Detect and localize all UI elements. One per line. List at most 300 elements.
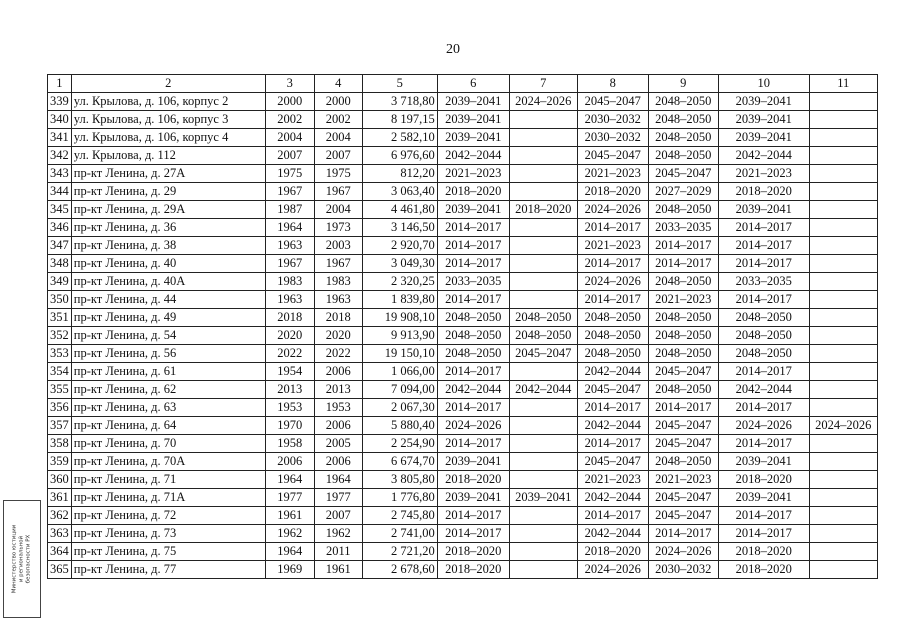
table-cell-col-7: 2045–2047	[509, 345, 577, 363]
table-cell-col-7	[509, 471, 577, 489]
table-cell-col-10: 2048–2050	[718, 309, 809, 327]
table-cell-col-5: 2 721,20	[362, 543, 437, 561]
table-cell-col-1: 360	[48, 471, 72, 489]
table-cell-col-10: 2014–2017	[718, 525, 809, 543]
table-cell-col-2: пр-кт Ленина, д. 64	[71, 417, 265, 435]
table-cell-col-8: 2014–2017	[577, 291, 648, 309]
table-row	[48, 561, 878, 579]
table-cell-col-3: 1987	[265, 201, 314, 219]
table-row	[48, 165, 878, 183]
table-cell-col-2: пр-кт Ленина, д. 29А	[71, 201, 265, 219]
table-cell-col-2: пр-кт Ленина, д. 62	[71, 381, 265, 399]
table-cell-col-11	[809, 543, 877, 561]
table-cell-col-3: 1964	[265, 543, 314, 561]
table-cell-col-8: 2042–2044	[577, 363, 648, 381]
table-cell-col-4: 2002	[314, 111, 362, 129]
table-cell-col-9: 2048–2050	[648, 381, 718, 399]
table-cell-col-10: 2039–2041	[718, 201, 809, 219]
table-cell-col-1: 357	[48, 417, 72, 435]
table-cell-col-10: 2042–2044	[718, 381, 809, 399]
table-cell-col-7	[509, 147, 577, 165]
table-cell-col-3: 2007	[265, 147, 314, 165]
table-cell-col-10: 2039–2041	[718, 489, 809, 507]
table-cell-col-8: 2014–2017	[577, 435, 648, 453]
table-cell-col-3: 2006	[265, 453, 314, 471]
registration-stamp	[3, 500, 41, 618]
table-cell-col-6: 2014–2017	[437, 219, 509, 237]
table-cell-col-6: 2048–2050	[437, 345, 509, 363]
table-cell-col-11	[809, 129, 877, 147]
table-cell-col-7	[509, 561, 577, 579]
table-cell-col-11	[809, 147, 877, 165]
table-cell-col-3: 2004	[265, 129, 314, 147]
table-cell-col-3: 1964	[265, 219, 314, 237]
table-cell-col-10: 2014–2017	[718, 291, 809, 309]
table-cell-col-7: 2039–2041	[509, 489, 577, 507]
table-cell-col-8: 2045–2047	[577, 381, 648, 399]
table-row	[48, 417, 878, 435]
table-cell-col-5: 19 908,10	[362, 309, 437, 327]
table-cell-col-5: 2 741,00	[362, 525, 437, 543]
table-cell-col-2: пр-кт Ленина, д. 75	[71, 543, 265, 561]
table-row	[48, 363, 878, 381]
table-cell-col-5: 3 805,80	[362, 471, 437, 489]
table-row	[48, 399, 878, 417]
table-cell-col-5: 7 094,00	[362, 381, 437, 399]
table-cell-col-1: 350	[48, 291, 72, 309]
table-row	[48, 453, 878, 471]
table-cell-col-11	[809, 165, 877, 183]
table-cell-col-6: 2042–2044	[437, 147, 509, 165]
table-cell-col-4: 2004	[314, 201, 362, 219]
table-cell-col-11	[809, 507, 877, 525]
table-cell-col-1: 361	[48, 489, 72, 507]
column-header-3: 3	[265, 75, 314, 93]
table-cell-col-5: 3 049,30	[362, 255, 437, 273]
table-cell-col-7	[509, 543, 577, 561]
table-row	[48, 525, 878, 543]
table-cell-col-7: 2018–2020	[509, 201, 577, 219]
table-cell-col-2: ул. Крылова, д. 112	[71, 147, 265, 165]
table-cell-col-11	[809, 111, 877, 129]
table-cell-col-11	[809, 93, 877, 111]
table-body	[48, 93, 878, 579]
table-cell-col-6: 2042–2044	[437, 381, 509, 399]
table-cell-col-1: 339	[48, 93, 72, 111]
table-cell-col-6: 2014–2017	[437, 525, 509, 543]
table-row	[48, 543, 878, 561]
table-cell-col-2: пр-кт Ленина, д. 77	[71, 561, 265, 579]
table-cell-col-6: 2039–2041	[437, 93, 509, 111]
table-cell-col-3: 1958	[265, 435, 314, 453]
table-cell-col-11	[809, 309, 877, 327]
table-cell-col-3: 1967	[265, 183, 314, 201]
table-cell-col-11	[809, 453, 877, 471]
table-cell-col-1: 356	[48, 399, 72, 417]
table-cell-col-8: 2014–2017	[577, 399, 648, 417]
table-cell-col-5: 2 067,30	[362, 399, 437, 417]
table-cell-col-10: 2018–2020	[718, 561, 809, 579]
table-cell-col-8: 2018–2020	[577, 183, 648, 201]
table-cell-col-3: 1983	[265, 273, 314, 291]
table-cell-col-4: 2007	[314, 507, 362, 525]
table-row	[48, 327, 878, 345]
table-cell-col-2: пр-кт Ленина, д. 72	[71, 507, 265, 525]
table-cell-col-6: 2014–2017	[437, 507, 509, 525]
table-cell-col-9: 2048–2050	[648, 309, 718, 327]
column-header-2: 2	[71, 75, 265, 93]
table-cell-col-7: 2048–2050	[509, 327, 577, 345]
table-cell-col-10: 2018–2020	[718, 543, 809, 561]
table-cell-col-1: 355	[48, 381, 72, 399]
table-cell-col-2: пр-кт Ленина, д. 70А	[71, 453, 265, 471]
table-cell-col-1: 341	[48, 129, 72, 147]
table-cell-col-9: 2033–2035	[648, 219, 718, 237]
table-cell-col-7	[509, 417, 577, 435]
table-cell-col-2: пр-кт Ленина, д. 63	[71, 399, 265, 417]
column-header-1: 1	[48, 75, 72, 93]
table-cell-col-10: 2033–2035	[718, 273, 809, 291]
table-cell-col-10: 2014–2017	[718, 435, 809, 453]
table-cell-col-8: 2024–2026	[577, 561, 648, 579]
table-cell-col-6: 2018–2020	[437, 471, 509, 489]
table-row	[48, 201, 878, 219]
table-cell-col-8: 2014–2017	[577, 219, 648, 237]
table-cell-col-9: 2048–2050	[648, 111, 718, 129]
table-cell-col-11	[809, 489, 877, 507]
table-cell-col-3: 1970	[265, 417, 314, 435]
table-cell-col-6: 2014–2017	[437, 237, 509, 255]
table-cell-col-7	[509, 399, 577, 417]
table-cell-col-3: 1964	[265, 471, 314, 489]
table-cell-col-2: пр-кт Ленина, д. 73	[71, 525, 265, 543]
table-cell-col-2: пр-кт Ленина, д. 61	[71, 363, 265, 381]
table-cell-col-6: 2021–2023	[437, 165, 509, 183]
table-cell-col-8: 2021–2023	[577, 165, 648, 183]
table-row	[48, 255, 878, 273]
table-cell-col-4: 2004	[314, 129, 362, 147]
stamp-text	[12, 525, 33, 594]
table-cell-col-11	[809, 183, 877, 201]
table-cell-col-6: 2018–2020	[437, 183, 509, 201]
table-cell-col-4: 2006	[314, 453, 362, 471]
table-cell-col-2: пр-кт Ленина, д. 70	[71, 435, 265, 453]
table-cell-col-2: ул. Крылова, д. 106, корпус 3	[71, 111, 265, 129]
table-cell-col-9: 2045–2047	[648, 363, 718, 381]
table-cell-col-9: 2027–2029	[648, 183, 718, 201]
table-cell-col-10: 2039–2041	[718, 453, 809, 471]
table-cell-col-7	[509, 237, 577, 255]
table-cell-col-10: 2048–2050	[718, 327, 809, 345]
table-cell-col-8: 2042–2044	[577, 525, 648, 543]
stamp-line: Министерство юстиции	[11, 524, 18, 594]
table-cell-col-8: 2021–2023	[577, 237, 648, 255]
table-cell-col-3: 2018	[265, 309, 314, 327]
table-cell-col-8: 2045–2047	[577, 93, 648, 111]
table-cell-col-4: 2007	[314, 147, 362, 165]
table-cell-col-10: 2039–2041	[718, 111, 809, 129]
table-cell-col-9: 2045–2047	[648, 417, 718, 435]
table-cell-col-4: 2006	[314, 363, 362, 381]
column-header-7: 7	[509, 75, 577, 93]
stamp-line: и региональной	[18, 535, 25, 583]
table-cell-col-1: 365	[48, 561, 72, 579]
table-cell-col-9: 2014–2017	[648, 399, 718, 417]
table-cell-col-11	[809, 561, 877, 579]
table-cell-col-3: 2013	[265, 381, 314, 399]
table-cell-col-5: 2 582,10	[362, 129, 437, 147]
table-cell-col-4: 2011	[314, 543, 362, 561]
table-cell-col-10: 2042–2044	[718, 147, 809, 165]
table-cell-col-5: 8 197,15	[362, 111, 437, 129]
table-cell-col-2: пр-кт Ленина, д. 36	[71, 219, 265, 237]
table-cell-col-1: 362	[48, 507, 72, 525]
table-cell-col-9: 2021–2023	[648, 471, 718, 489]
table-cell-col-1: 347	[48, 237, 72, 255]
table-cell-col-5: 1 839,80	[362, 291, 437, 309]
table-cell-col-4: 1963	[314, 291, 362, 309]
table-cell-col-4: 2006	[314, 417, 362, 435]
table-cell-col-11	[809, 201, 877, 219]
table-row	[48, 507, 878, 525]
table-cell-col-1: 346	[48, 219, 72, 237]
table-cell-col-1: 351	[48, 309, 72, 327]
table-cell-col-10: 2018–2020	[718, 183, 809, 201]
table-row	[48, 291, 878, 309]
table-cell-col-8: 2018–2020	[577, 543, 648, 561]
table-cell-col-7: 2048–2050	[509, 309, 577, 327]
table-cell-col-5: 2 678,60	[362, 561, 437, 579]
table-cell-col-6: 2048–2050	[437, 309, 509, 327]
table-cell-col-3: 2002	[265, 111, 314, 129]
table-cell-col-4: 1983	[314, 273, 362, 291]
table-cell-col-3: 2000	[265, 93, 314, 111]
table-cell-col-11	[809, 363, 877, 381]
table-cell-col-10: 2021–2023	[718, 165, 809, 183]
table-cell-col-6: 2033–2035	[437, 273, 509, 291]
table-cell-col-7	[509, 525, 577, 543]
table-cell-col-4: 2000	[314, 93, 362, 111]
table-cell-col-2: пр-кт Ленина, д. 40А	[71, 273, 265, 291]
table-cell-col-5: 3 063,40	[362, 183, 437, 201]
column-header-8: 8	[577, 75, 648, 93]
table-cell-col-4: 1973	[314, 219, 362, 237]
table-cell-col-4: 1961	[314, 561, 362, 579]
table-cell-col-5: 9 913,90	[362, 327, 437, 345]
table-cell-col-8: 2021–2023	[577, 471, 648, 489]
table-cell-col-1: 343	[48, 165, 72, 183]
table-cell-col-10: 2014–2017	[718, 219, 809, 237]
table-cell-col-10: 2048–2050	[718, 345, 809, 363]
table-cell-col-9: 2024–2026	[648, 543, 718, 561]
table-cell-col-1: 354	[48, 363, 72, 381]
table-cell-col-1: 352	[48, 327, 72, 345]
table-cell-col-6: 2024–2026	[437, 417, 509, 435]
table-cell-col-3: 2020	[265, 327, 314, 345]
table-row	[48, 93, 878, 111]
table-cell-col-9: 2048–2050	[648, 453, 718, 471]
table-cell-col-2: пр-кт Ленина, д. 40	[71, 255, 265, 273]
table-cell-col-9: 2048–2050	[648, 201, 718, 219]
table-cell-col-1: 358	[48, 435, 72, 453]
table-cell-col-11	[809, 525, 877, 543]
table-cell-col-11	[809, 219, 877, 237]
header-row	[48, 75, 878, 93]
table-cell-col-5: 4 461,80	[362, 201, 437, 219]
table-cell-col-5: 2 320,25	[362, 273, 437, 291]
table-cell-col-4: 1964	[314, 471, 362, 489]
table-cell-col-7	[509, 255, 577, 273]
table-cell-col-9: 2045–2047	[648, 165, 718, 183]
table-cell-col-9: 2014–2017	[648, 255, 718, 273]
table-cell-col-2: пр-кт Ленина, д. 71А	[71, 489, 265, 507]
table-cell-col-3: 2022	[265, 345, 314, 363]
table-row	[48, 129, 878, 147]
table-row	[48, 273, 878, 291]
column-header-5: 5	[362, 75, 437, 93]
table-cell-col-8: 2045–2047	[577, 453, 648, 471]
table-cell-col-2: пр-кт Ленина, д. 38	[71, 237, 265, 255]
table-cell-col-6: 2039–2041	[437, 201, 509, 219]
table-cell-col-2: пр-кт Ленина, д. 54	[71, 327, 265, 345]
table-cell-col-5: 2 254,90	[362, 435, 437, 453]
table-cell-col-9: 2014–2017	[648, 237, 718, 255]
table-cell-col-7	[509, 507, 577, 525]
table-cell-col-11	[809, 435, 877, 453]
table-row	[48, 309, 878, 327]
table-cell-col-10: 2014–2017	[718, 255, 809, 273]
table-cell-col-1: 349	[48, 273, 72, 291]
table-cell-col-10: 2014–2017	[718, 237, 809, 255]
table-cell-col-6: 2014–2017	[437, 399, 509, 417]
table-row	[48, 345, 878, 363]
table-cell-col-10: 2014–2017	[718, 507, 809, 525]
table-cell-col-8: 2048–2050	[577, 327, 648, 345]
table-cell-col-3: 1962	[265, 525, 314, 543]
table-cell-col-9: 2048–2050	[648, 93, 718, 111]
table-cell-col-6: 2039–2041	[437, 453, 509, 471]
table-cell-col-5: 1 776,80	[362, 489, 437, 507]
table-cell-col-3: 1977	[265, 489, 314, 507]
table-cell-col-5: 6 674,70	[362, 453, 437, 471]
table-cell-col-4: 1962	[314, 525, 362, 543]
table-cell-col-5: 1 066,00	[362, 363, 437, 381]
table-cell-col-10: 2039–2041	[718, 93, 809, 111]
table-cell-col-8: 2014–2017	[577, 255, 648, 273]
table-cell-col-1: 364	[48, 543, 72, 561]
table-cell-col-11	[809, 471, 877, 489]
table-cell-col-8: 2030–2032	[577, 129, 648, 147]
table-cell-col-8: 2014–2017	[577, 507, 648, 525]
table-cell-col-8: 2042–2044	[577, 417, 648, 435]
table-cell-col-7	[509, 273, 577, 291]
table-cell-col-6: 2018–2020	[437, 561, 509, 579]
table-row	[48, 147, 878, 165]
table-cell-col-4: 1953	[314, 399, 362, 417]
table-cell-col-5: 3 718,80	[362, 93, 437, 111]
table-cell-col-11	[809, 255, 877, 273]
column-header-6: 6	[437, 75, 509, 93]
table-cell-col-7	[509, 183, 577, 201]
table-cell-col-11	[809, 327, 877, 345]
table-cell-col-1: 344	[48, 183, 72, 201]
housing-repair-table	[47, 74, 878, 579]
column-header-9: 9	[648, 75, 718, 93]
table-cell-col-4: 2005	[314, 435, 362, 453]
table-cell-col-9: 2048–2050	[648, 129, 718, 147]
table-cell-col-1: 342	[48, 147, 72, 165]
table-cell-col-6: 2014–2017	[437, 255, 509, 273]
table-cell-col-3: 1975	[265, 165, 314, 183]
column-header-10: 10	[718, 75, 809, 93]
table-cell-col-9: 2014–2017	[648, 525, 718, 543]
table-cell-col-7	[509, 291, 577, 309]
table-cell-col-6: 2039–2041	[437, 489, 509, 507]
table-cell-col-8: 2048–2050	[577, 345, 648, 363]
table-cell-col-10: 2014–2017	[718, 363, 809, 381]
table-cell-col-3: 1963	[265, 237, 314, 255]
table-cell-col-10: 2014–2017	[718, 399, 809, 417]
table-cell-col-9: 2045–2047	[648, 507, 718, 525]
table-cell-col-6: 2018–2020	[437, 543, 509, 561]
table-row	[48, 219, 878, 237]
table-cell-col-11	[809, 399, 877, 417]
table-cell-col-11	[809, 291, 877, 309]
table-cell-col-4: 2013	[314, 381, 362, 399]
table-row	[48, 111, 878, 129]
table-cell-col-1: 353	[48, 345, 72, 363]
table-cell-col-2: ул. Крылова, д. 106, корпус 2	[71, 93, 265, 111]
table-cell-col-9: 2048–2050	[648, 327, 718, 345]
table-cell-col-10: 2024–2026	[718, 417, 809, 435]
table-cell-col-11	[809, 381, 877, 399]
table-cell-col-10: 2018–2020	[718, 471, 809, 489]
table-cell-col-6: 2014–2017	[437, 363, 509, 381]
table-row	[48, 471, 878, 489]
table-cell-col-9: 2048–2050	[648, 147, 718, 165]
column-header-4: 4	[314, 75, 362, 93]
table-row	[48, 183, 878, 201]
table-cell-col-7: 2024–2026	[509, 93, 577, 111]
table-cell-col-7	[509, 363, 577, 381]
table-cell-col-3: 1967	[265, 255, 314, 273]
table-cell-col-4: 2022	[314, 345, 362, 363]
page-number: 20	[446, 42, 460, 57]
table-cell-col-6: 2048–2050	[437, 327, 509, 345]
table-cell-col-9: 2021–2023	[648, 291, 718, 309]
table-cell-col-1: 348	[48, 255, 72, 273]
table-cell-col-7	[509, 219, 577, 237]
table-cell-col-7	[509, 165, 577, 183]
table-cell-col-4: 2003	[314, 237, 362, 255]
table-cell-col-4: 1967	[314, 183, 362, 201]
table-cell-col-11	[809, 273, 877, 291]
table-cell-col-8: 2045–2047	[577, 147, 648, 165]
table-cell-col-1: 345	[48, 201, 72, 219]
table-cell-col-5: 5 880,40	[362, 417, 437, 435]
table-cell-col-7	[509, 435, 577, 453]
table-cell-col-4: 1975	[314, 165, 362, 183]
table-cell-col-2: пр-кт Ленина, д. 44	[71, 291, 265, 309]
table-cell-col-2: пр-кт Ленина, д. 49	[71, 309, 265, 327]
table-cell-col-5: 19 150,10	[362, 345, 437, 363]
table-cell-col-9: 2045–2047	[648, 435, 718, 453]
table-cell-col-7: 2042–2044	[509, 381, 577, 399]
table-cell-col-11: 2024–2026	[809, 417, 877, 435]
table-cell-col-8: 2048–2050	[577, 309, 648, 327]
table-cell-col-5: 6 976,60	[362, 147, 437, 165]
table-cell-col-6: 2039–2041	[437, 111, 509, 129]
